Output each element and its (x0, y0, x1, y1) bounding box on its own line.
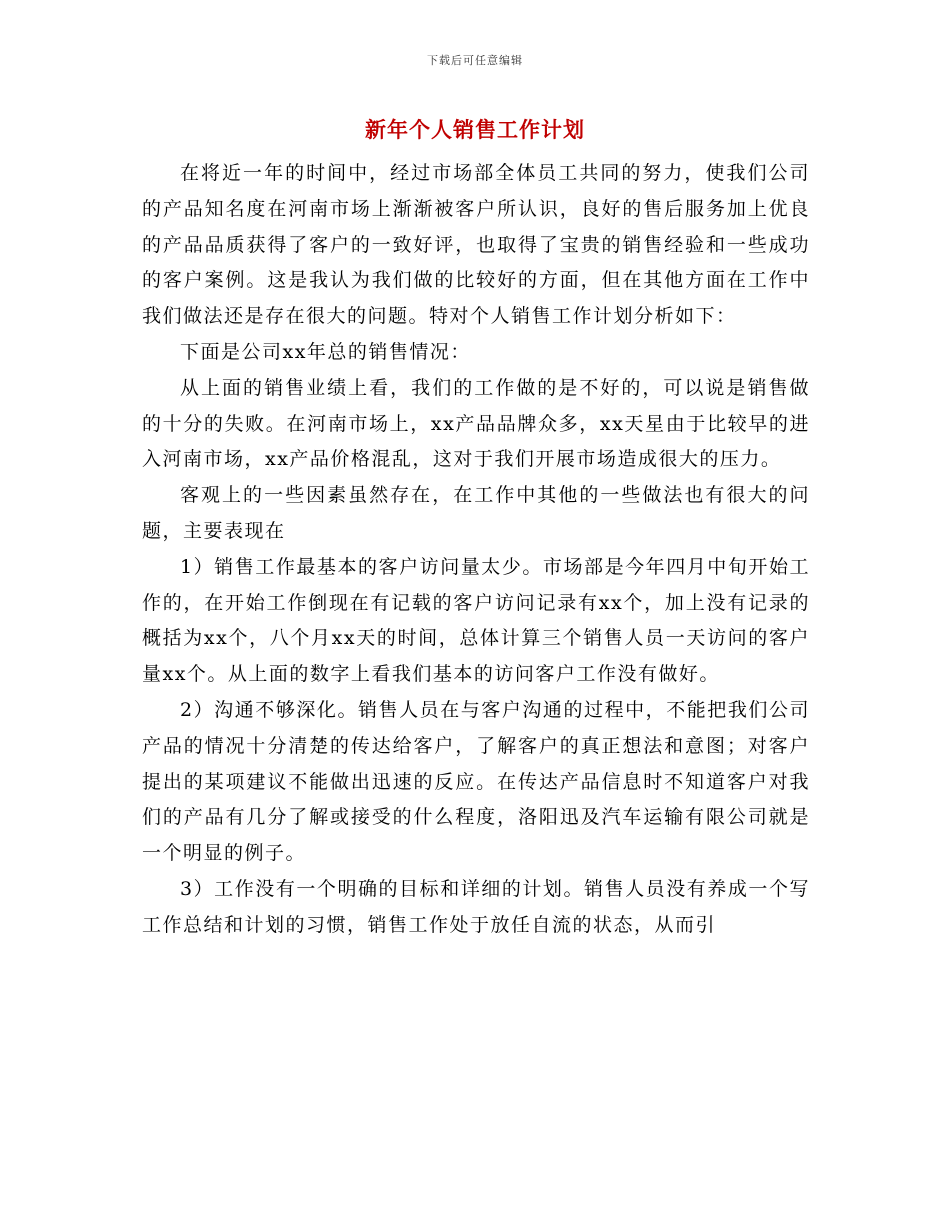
document-title: 新年个人销售工作计划 (365, 117, 585, 142)
header-note: 下载后可任意编辑 (427, 54, 523, 67)
paragraph-point-2: 2）沟通不够深化。销售人员在与客户沟通的过程中，不能把我们公司产品的情况十分清楚的传达给客户，了解客户的真正想法和意图；对客户提出的某项建议不能做出迅速的反应。在传达产品信息时不知道客户对我们的产品有几分了解或接受的什么程度，洛阳迅及汽车运输有限公司就是一个明显的例子。 (142, 698, 810, 865)
paragraph-performance: 从上面的销售业绩上看，我们的工作做的是不好的，可以说是销售做的十分的失败。在河南市场上，xx产品品牌众多，xx天星由于比较早的进入河南市场，xx产品价格混乱，这对于我们开展市场造成很大的压力。 (142, 376, 810, 471)
paragraph-sales-summary: 下面是公司xx年总的销售情况： (180, 340, 471, 363)
paragraph-intro: 在将近一年的时间中，经过市场部全体员工共同的努力，使我们公司的产品知名度在河南市场上渐渐被客户所认识，良好的售后服务加上优良的产品品质获得了客户的一致好评，也取得了宝贵的销售经验和一些成功的客户案例。这是我认为我们做的比较好的方面，但在其他方面在工作中我们做法还是存在很大的问题。特对个人销售工作计划分析如下： (142, 162, 810, 328)
paragraph-problems: 客观上的一些因素虽然存在，在工作中其他的一些做法也有很大的问题，主要表现在 (142, 484, 810, 542)
paragraph-point-3: 3）工作没有一个明确的目标和详细的计划。销售人员没有养成一个写工作总结和计划的习惯，销售工作处于放任自流的状态，从而引 (142, 877, 810, 936)
paragraph-point-1: 1）销售工作最基本的客户访问量太少。市场部是今年四月中旬开始工作的，在开始工作倒现在有记载的客户访问记录有xx个，加上没有记录的概括为xx个，八个月xx天的时间，总体计算三个销售人员一天访问的客户量xx个。从上面的数字上看我们基本的访问客户工作没有做好。 (142, 555, 810, 686)
document-body (142, 156, 810, 944)
